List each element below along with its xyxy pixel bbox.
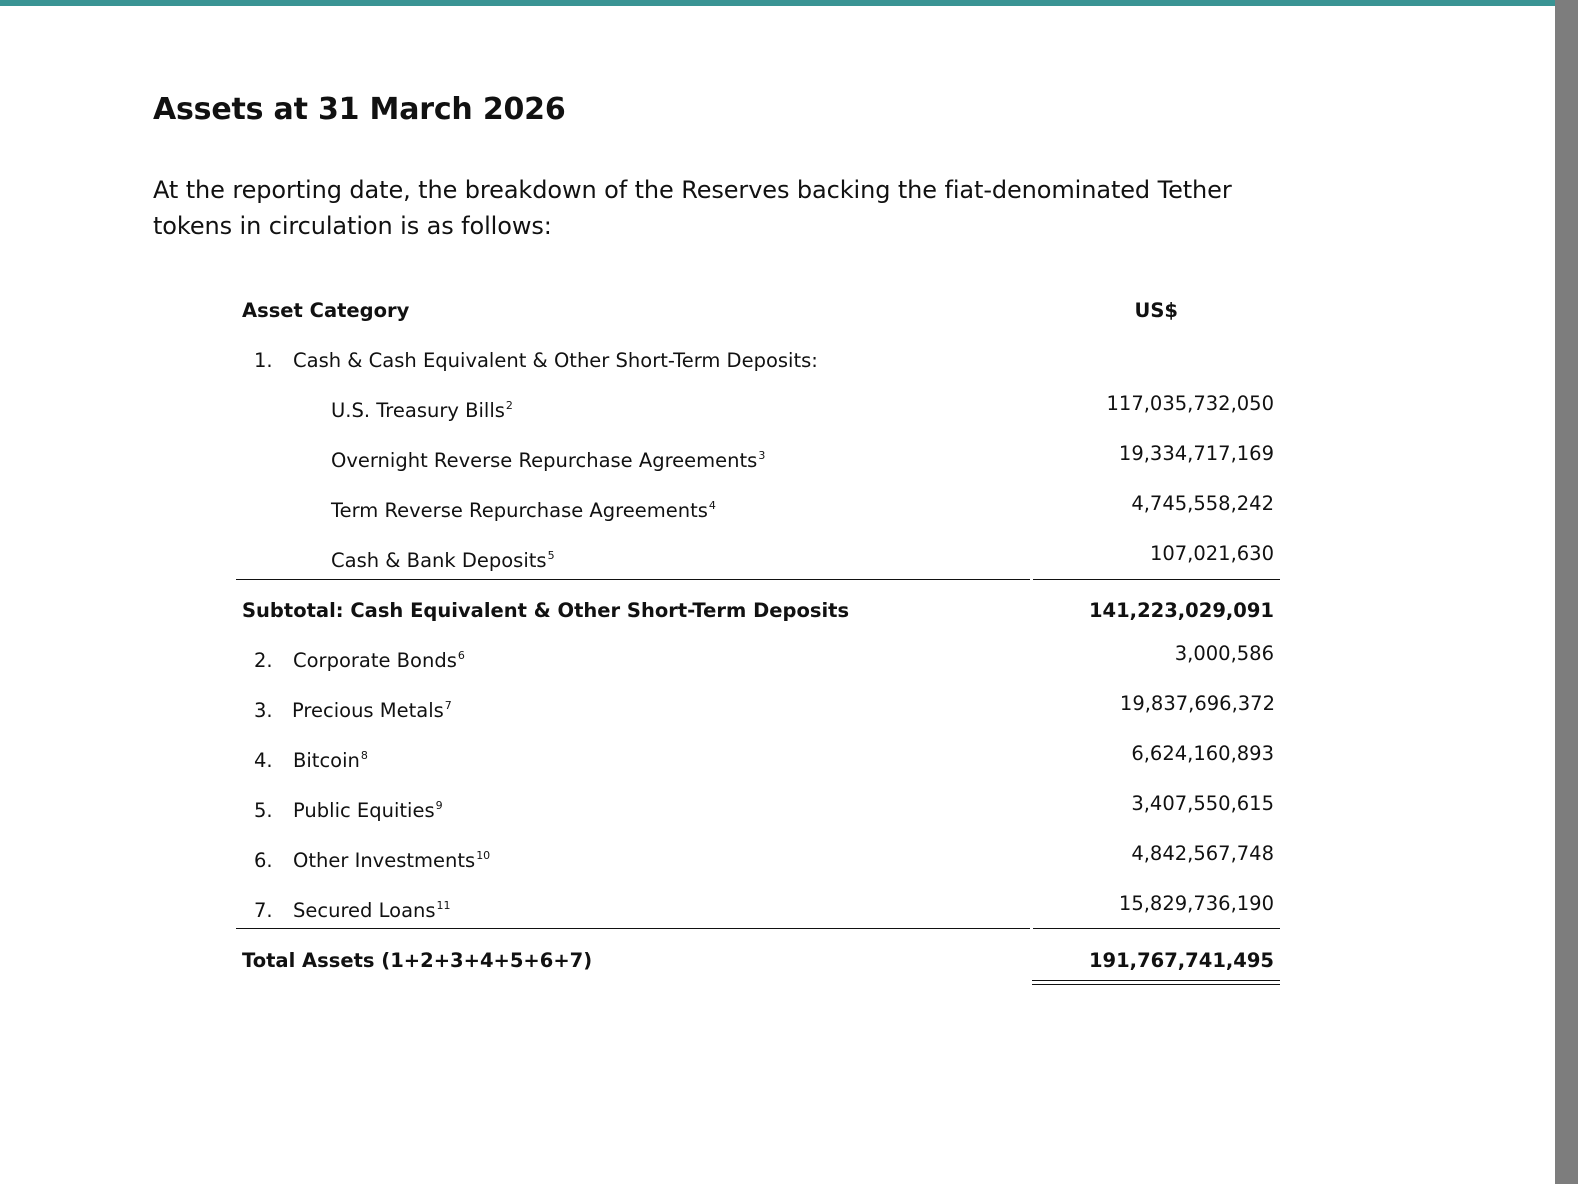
row-label: U.S. Treasury Bills [331, 399, 505, 422]
table-header-row [236, 286, 1280, 336]
total-value: 191,767,741,495 [1088, 949, 1274, 972]
item-number: 2. [254, 649, 273, 672]
row-value: 4,842,567,748 [1131, 842, 1274, 865]
item-number: 6. [254, 849, 273, 872]
footnote-ref: 11 [436, 899, 451, 912]
item-number: 4. [254, 749, 273, 772]
row-value: 15,829,736,190 [1118, 892, 1274, 915]
footnote-ref: 6 [457, 649, 465, 662]
item-number: 3. [254, 699, 273, 722]
footnote-ref: 10 [476, 849, 491, 862]
row-label: Cash & Bank Deposits [331, 549, 547, 572]
table-row [236, 736, 1280, 786]
item-number: 5. [254, 799, 273, 822]
row-label: Secured Loans [293, 899, 436, 922]
footnote-ref: 8 [360, 749, 368, 762]
subtotal-row [236, 586, 1280, 636]
total-label: Total Assets (1+2+3+4+5+6+7) [242, 949, 593, 972]
page-title: Assets at 31 March 2026 [153, 92, 566, 127]
footnote-ref: 4 [708, 499, 716, 512]
row-value: 4,745,558,242 [1131, 492, 1274, 515]
footnote-ref: 5 [547, 549, 555, 562]
row-value: 117,035,732,050 [1106, 392, 1274, 415]
row-label: Public Equities [293, 799, 435, 822]
row-label: Overnight Reverse Repurchase Agreements [331, 449, 758, 472]
assets-table [236, 286, 1280, 986]
row-value: 19,334,717,169 [1118, 442, 1274, 465]
row-value: 6,624,160,893 [1131, 742, 1274, 765]
subtotal-value: 141,223,029,091 [1088, 599, 1274, 622]
table-row [236, 786, 1280, 836]
row-value: 19,837,696,372 [1119, 692, 1275, 715]
footnote-ref: 3 [758, 449, 766, 462]
column-header-category: Asset Category [242, 299, 410, 322]
row-value: 3,000,586 [1174, 642, 1274, 665]
total-divider [236, 928, 1280, 929]
footnote-ref: 2 [505, 399, 513, 412]
row-label: Corporate Bonds [293, 649, 457, 672]
cash-group-label: Cash & Cash Equivalent & Other Short-Term Deposits: [293, 349, 818, 372]
total-double-underline [1032, 980, 1280, 985]
row-value: 3,407,550,615 [1131, 792, 1274, 815]
table-row [236, 686, 1280, 736]
row-label: Other Investments [293, 849, 476, 872]
row-label: Precious Metals [292, 699, 444, 722]
footnote-ref: 9 [435, 799, 443, 812]
total-row [236, 936, 1280, 986]
footnote-ref: 7 [444, 699, 452, 712]
column-header-amount: US$ [1134, 299, 1178, 322]
subtotal-divider [236, 579, 1280, 580]
item-number: 1. [254, 349, 273, 372]
table-row [236, 486, 1280, 536]
row-value: 107,021,630 [1149, 542, 1274, 565]
table-row [236, 436, 1280, 486]
subtotal-label: Subtotal: Cash Equivalent & Other Short-Term Deposits [242, 599, 850, 622]
row-label: Term Reverse Repurchase Agreements [331, 499, 708, 522]
item-number: 7. [254, 899, 273, 922]
row-label: Bitcoin [293, 749, 360, 772]
intro-paragraph: At the reporting date, the breakdown of the Reserves backing the fiat-denominated Tether tokens in circulation is as follows: [153, 176, 1232, 240]
